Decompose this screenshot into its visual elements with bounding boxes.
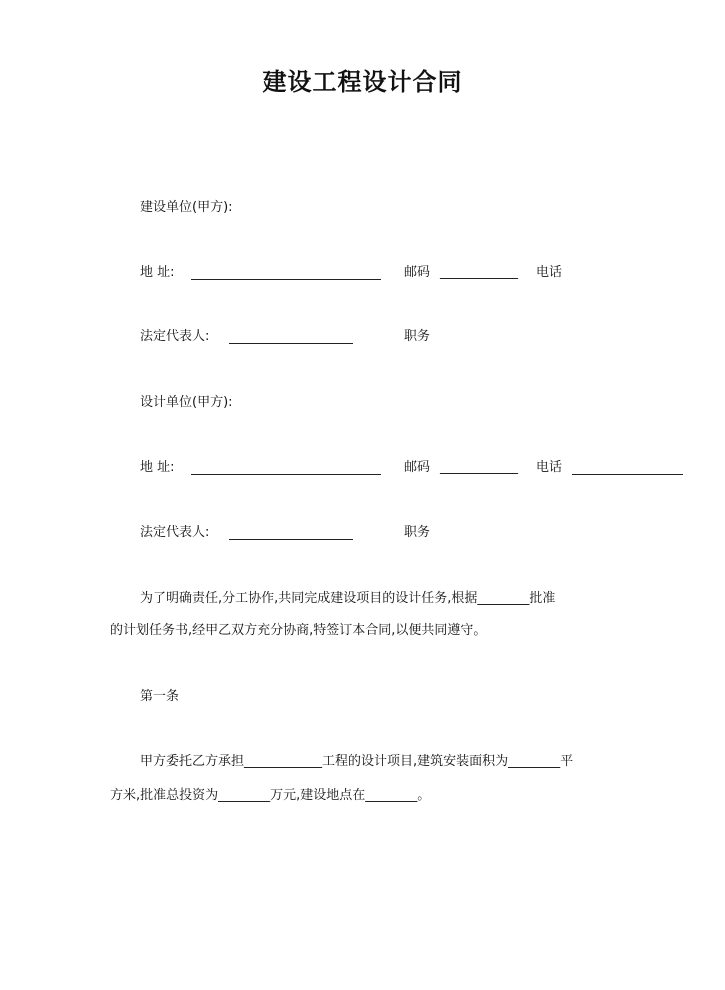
preamble-line-2: 的计划任务书,经甲乙双方充分协商,特签订本合同,以便共同遵守。 [110, 623, 487, 638]
article-1-line-1: 甲方委托乙方承担____________工程的设计项目,建筑安装面积为________平 [140, 754, 574, 769]
party-a-rep-label: 法定代表人: [140, 329, 210, 344]
article-1-heading: 第一条 [140, 689, 180, 704]
party-b-address-blank [191, 474, 381, 475]
party-b-position-label: 职务 [404, 525, 431, 540]
party-a-phone-label: 电话 [536, 265, 563, 280]
party-b-rep-blank [229, 539, 353, 540]
party-a-unit-label: 建设单位(甲方): [140, 200, 233, 215]
party-b-unit-label: 设计单位(甲方): [140, 395, 233, 410]
party-a-position-label: 职务 [404, 329, 431, 344]
party-b-phone-blank [572, 474, 683, 475]
party-b-postcode-blank: ____________ [440, 460, 518, 475]
party-b-phone-label: 电话 [536, 460, 563, 475]
party-a-rep-blank [229, 343, 353, 344]
party-a-address-label: 地 址: [140, 265, 175, 280]
party-b-postcode-label: 邮码 [404, 460, 431, 475]
party-a-postcode-label: 邮码 [404, 265, 431, 280]
article-1-line-2: 方米,批准总投资为________万元,建设地点在________。 [110, 788, 431, 803]
document-title: 建设工程设计合同 [262, 67, 463, 96]
party-a-postcode-blank: ____________ [440, 265, 518, 280]
party-a-address-blank [191, 279, 381, 280]
party-b-address-label: 地 址: [140, 460, 175, 475]
preamble-line-1: 为了明确责任,分工协作,共同完成建设项目的设计任务,根据________批准 [140, 591, 556, 606]
party-b-rep-label: 法定代表人: [140, 525, 210, 540]
